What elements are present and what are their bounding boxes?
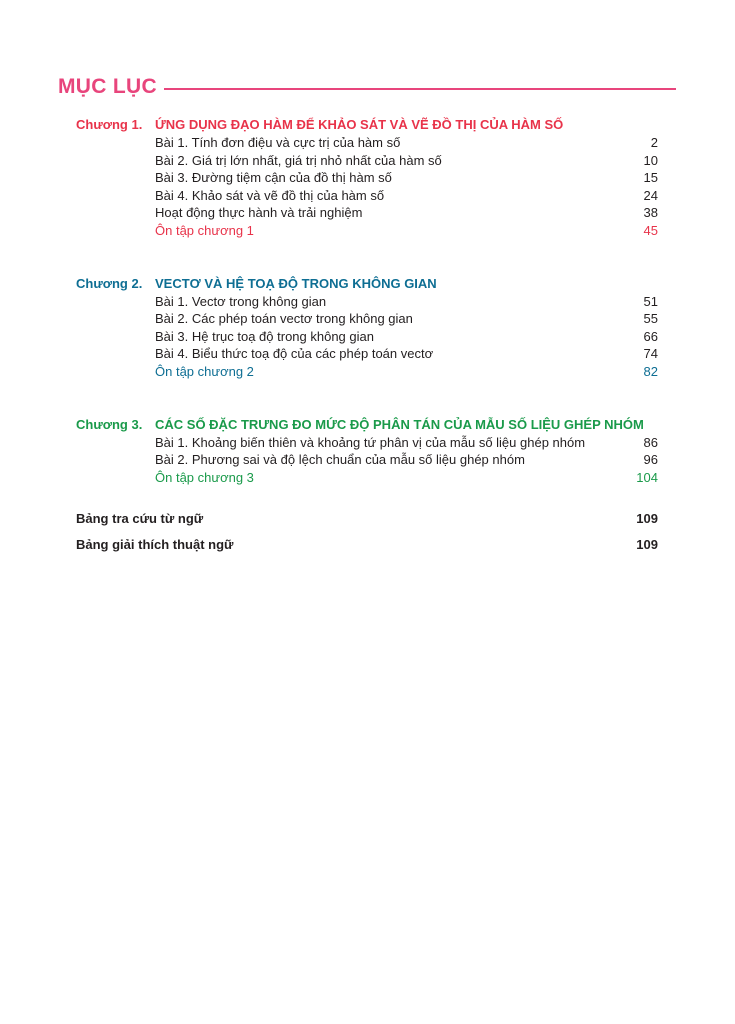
index-page: 109	[636, 537, 658, 553]
title-rule	[164, 88, 676, 90]
index-title: Bảng tra cứu từ ngữ	[76, 511, 204, 527]
chapter-heading[interactable]	[76, 276, 658, 294]
entry-title: Bài 1. Khoảng biến thiên và khoảng tứ phân vị của mẫu số liệu ghép nhóm	[155, 434, 586, 450]
chapter-label: Chương 2.	[76, 275, 143, 291]
entry-page: 96	[643, 452, 658, 468]
toc-entry[interactable]	[155, 170, 658, 188]
entry-title: Hoạt động thực hành và trải nghiệm	[155, 205, 363, 221]
entry-title: Bài 3. Hệ trục toạ độ trong không gian	[155, 328, 374, 344]
entry-title: Ôn tập chương 3	[155, 469, 254, 485]
entry-page: 104	[636, 469, 658, 485]
entry-page: 82	[643, 363, 658, 379]
index-entry-glossary-lookup[interactable]	[76, 511, 658, 537]
index-title: Bảng giải thích thuật ngữ	[76, 537, 234, 553]
page-title: MỤC LỤC	[58, 75, 157, 98]
chapter-title: ỨNG DỤNG ĐẠO HÀM ĐỂ KHẢO SÁT VÀ VẼ ĐỒ THỊ CỦA HÀM SỐ	[155, 117, 564, 132]
chapter-review-entry[interactable]	[155, 223, 658, 241]
entry-page: 74	[643, 346, 658, 362]
table-of-contents	[76, 117, 658, 563]
entry-page: 38	[643, 205, 658, 221]
toc-entry[interactable]	[155, 311, 658, 329]
entry-title: Ôn tập chương 2	[155, 363, 254, 379]
toc-entry[interactable]	[155, 329, 658, 347]
entry-title: Bài 4. Khảo sát và vẽ đồ thị của hàm số	[155, 187, 385, 203]
entry-page: 86	[643, 434, 658, 450]
chapter-label: Chương 1.	[76, 117, 143, 132]
chapter-heading[interactable]	[76, 117, 658, 135]
toc-entry[interactable]	[155, 205, 658, 223]
entry-page: 10	[643, 152, 658, 168]
index-page: 109	[636, 511, 658, 527]
entry-page: 66	[643, 328, 658, 344]
entry-page: 24	[643, 187, 658, 203]
index-entry-term-explanations[interactable]	[76, 537, 658, 563]
chapter-2	[76, 276, 658, 382]
entry-page: 2	[650, 135, 658, 150]
entry-title: Ôn tập chương 1	[155, 222, 254, 238]
toc-entry[interactable]	[155, 452, 658, 470]
toc-entry[interactable]	[155, 435, 658, 453]
chapter-3	[76, 417, 658, 488]
entry-title: Bài 1. Vectơ trong không gian	[155, 293, 327, 309]
entry-page: 45	[643, 222, 658, 238]
chapter-review-entry[interactable]	[155, 364, 658, 382]
entry-title: Bài 3. Đường tiệm cận của đồ thị hàm số	[155, 170, 392, 186]
entry-title: Bài 4. Biểu thức toạ độ của các phép toán vectơ	[155, 346, 434, 362]
chapter-title: CÁC SỐ ĐẶC TRƯNG ĐO MỨC ĐỘ PHÂN TÁN CỦA MẪU SỐ LIỆU GHÉP NHÓM	[155, 416, 644, 432]
entry-page: 15	[643, 170, 658, 186]
chapter-label: Chương 3.	[76, 416, 143, 432]
chapter-heading[interactable]	[76, 417, 658, 435]
entry-title: Bài 2. Các phép toán vectơ trong không gian	[155, 311, 413, 327]
chapter-1	[76, 117, 658, 241]
toc-entry[interactable]	[155, 153, 658, 171]
toc-entry[interactable]	[155, 346, 658, 364]
toc-entry[interactable]	[155, 135, 658, 153]
toc-entry[interactable]	[155, 294, 658, 312]
chapter-review-entry[interactable]	[155, 470, 658, 488]
toc-header	[58, 74, 678, 104]
chapter-title: VECTƠ VÀ HỆ TOẠ ĐỘ TRONG KHÔNG GIAN	[155, 275, 437, 291]
entry-title: Bài 2. Giá trị lớn nhất, giá trị nhỏ nhất của hàm số	[155, 152, 442, 168]
entry-title: Bài 2. Phương sai và độ lệch chuẩn của mẫu số liệu ghép nhóm	[155, 452, 525, 468]
entry-page: 55	[643, 311, 658, 327]
entry-page: 51	[643, 293, 658, 309]
toc-entry[interactable]	[155, 188, 658, 206]
entry-title: Bài 1. Tính đơn điệu và cực trị của hàm số	[155, 135, 401, 150]
